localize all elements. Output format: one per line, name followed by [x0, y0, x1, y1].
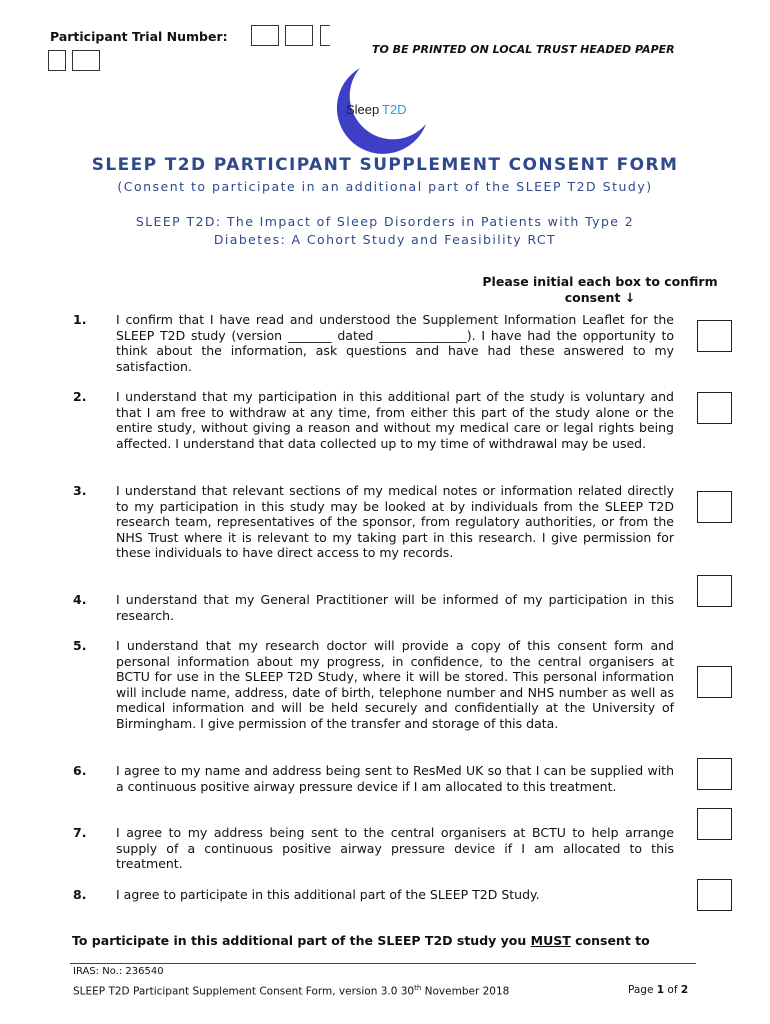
- trial-number-box-2[interactable]: [285, 25, 313, 46]
- statement-number: 5.: [73, 638, 87, 653]
- initial-box-1[interactable]: [697, 320, 732, 352]
- statement-text: I confirm that I have read and understood the Supplement Information Leaflet for the SLEEP T2D study (version _______ dated ______________). I have had the opportunity to think about the information, ask questions and have had these answered to my satisfaction.: [116, 312, 674, 374]
- footer-divider: [70, 963, 696, 964]
- trial-number-label: Participant Trial Number:: [50, 29, 228, 44]
- initial-instruction-line-2: consent ↓: [564, 290, 636, 305]
- trial-number-box-5[interactable]: [72, 50, 100, 71]
- must-consent-note: [72, 933, 650, 948]
- page-current: 1: [656, 984, 665, 996]
- initial-box-3[interactable]: [697, 491, 732, 523]
- document-reference-date: November 2018: [421, 985, 510, 998]
- must-consent-before: To participate in this additional part of the SLEEP T2D study you: [72, 933, 531, 948]
- iras-number: IRAS: No.: 236540: [73, 966, 164, 977]
- statement-text: I understand that my participation in this additional part of the study is voluntary and that I am free to withdraw at any time, from either this part of the study alone or the entire study, without giving a reason and without my medical care or legal rights being affected. I understand that data collected up to my time of withdrawal may be used.: [116, 389, 674, 451]
- initial-box-8[interactable]: [697, 879, 732, 911]
- printed-on-trust-paper-note: TO BE PRINTED ON LOCAL TRUST HEADED PAPER: [372, 43, 675, 56]
- must-consent-after: consent to: [570, 933, 650, 948]
- statement-text: I understand that relevant sections of my medical notes or information related directly to my participation in this study may be looked at by individuals from the SLEEP T2D research team, representatives of the sponsor, from regulatory authorities, or from the NHS Trust where it is relevant to my taking part in this research. I give permission for these individuals to have direct access to my records.: [116, 483, 674, 561]
- form-subtitle: (Consent to participate in an additional part of the SLEEP T2D Study): [117, 179, 653, 194]
- initial-box-2[interactable]: [697, 392, 732, 424]
- must-emphasis: MUST: [530, 933, 571, 948]
- initial-box-4[interactable]: [697, 575, 732, 607]
- statement-number: 4.: [73, 592, 87, 607]
- document-reference-main: SLEEP T2D Participant Supplement Consent Form, version 3.0 30: [73, 985, 415, 998]
- statement-number: 8.: [73, 887, 87, 902]
- study-title-line-1: SLEEP T2D: The Impact of Sleep Disorders in Patients with Type 2: [135, 214, 635, 229]
- statement-text: I agree to my name and address being sent to ResMed UK so that I can be supplied with a continuous positive airway pressure device if I am allocated to this treatment.: [116, 763, 674, 794]
- statement-text: I understand that my General Practitioner will be informed of my participation in this research.: [116, 592, 674, 623]
- form-title: SLEEP T2D PARTICIPANT SUPPLEMENT CONSENT FORM: [91, 155, 679, 175]
- statement-number: 7.: [73, 825, 87, 840]
- initial-instruction-line-1: Please initial each box to confirm: [482, 274, 718, 289]
- page-total: 2: [680, 984, 689, 996]
- initial-box-6[interactable]: [697, 758, 732, 790]
- study-title: [90, 213, 680, 249]
- statement-text: I understand that my research doctor will provide a copy of this consent form and personal information about my progress, in confidence, to the central organisers at BCTU for use in the SLEEP T2D Study, where it will be stored. This personal information will include name, address, date of birth, telephone number and NHS number as well as medical information and will be held securely and confidentially at the University of Birmingham. I give permission of the transfer and storage of this data.: [116, 638, 674, 731]
- logo-text-t2d: T2D: [382, 102, 407, 117]
- document-reference: [73, 984, 509, 998]
- document-reference-suffix: th: [414, 984, 422, 992]
- statement-number: 6.: [73, 763, 87, 778]
- initial-instruction: [458, 274, 742, 306]
- statement-text: I agree to participate in this additional part of the SLEEP T2D Study.: [116, 887, 540, 902]
- initial-box-5[interactable]: [697, 666, 732, 698]
- statement-number: 2.: [73, 389, 87, 404]
- statement-number: 3.: [73, 483, 87, 498]
- page-mid: of: [664, 984, 681, 996]
- study-title-line-2: Diabetes: A Cohort Study and Feasibility RCT: [213, 232, 557, 247]
- trial-number-box-3[interactable]: [320, 25, 330, 46]
- statement-number: 1.: [73, 312, 87, 327]
- page-prefix: Page: [628, 984, 657, 996]
- trial-number-box-4[interactable]: [48, 50, 66, 71]
- logo-text-sleep: Sleep: [346, 102, 380, 117]
- statement-text: I agree to my address being sent to the central organisers at BCTU to help arrange supply of a continuous positive airway pressure device if I am allocated to this treatment.: [116, 825, 674, 872]
- initial-box-7[interactable]: [697, 808, 732, 840]
- trial-number-box-1[interactable]: [251, 25, 279, 46]
- page-number: [628, 984, 688, 996]
- sleep-t2d-logo: [322, 62, 428, 158]
